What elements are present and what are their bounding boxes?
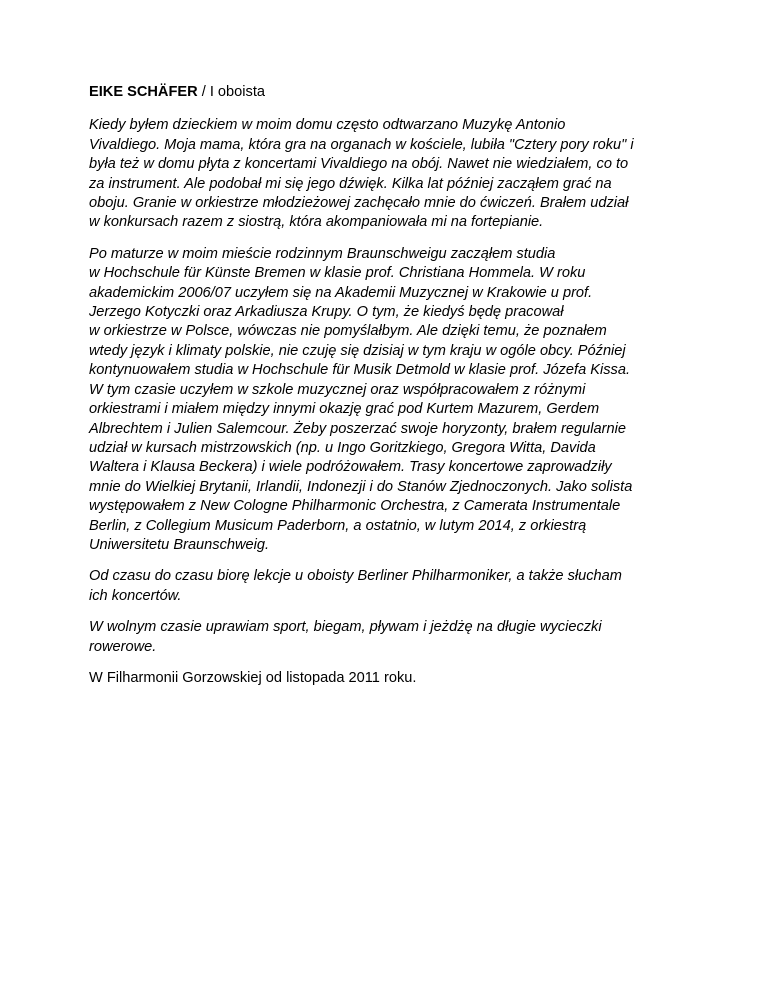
text-line: W tym czasie uczyłem w szkole muzycznej oraz współpracowałem z różnymi	[89, 381, 586, 398]
text-line: wtedy język i klimaty polskie, nie czuję się dzisiaj w tym kraju w ogóle obcy. Później	[89, 342, 626, 359]
text-line: w Hochschule für Künste Bremen w klasie prof. Christiana Hommela. W roku	[89, 265, 586, 282]
paragraph-hobbies	[89, 618, 679, 657]
text-line: udział w kursach mistrzowskich (np. u Ingo Goritzkiego, Gregora Witta, Davida	[89, 439, 596, 456]
text-line: akademickim 2006/07 uczyłem się na Akademii Muzycznej w Krakowie u prof.	[89, 284, 593, 301]
text-line: orkiestrami i miałem między innymi okazję grać pod Kurtem Mazurem, Gerdem	[89, 401, 600, 418]
paragraph-employment	[89, 669, 679, 688]
musician-role: / I oboista	[197, 84, 265, 100]
text-line: Od czasu do czasu biorę lekcje u oboisty Berliner Philharmoniker, a także słucham	[89, 568, 622, 585]
text-line: Kiedy byłem dzieckiem w moim domu często odtwarzano Muzykę Antonio	[89, 117, 566, 134]
text-line: W Filharmonii Gorzowskiej od listopada 2011 roku.	[89, 669, 417, 686]
text-line: Po maturze w moim mieście rodzinnym Braunschweigu zacząłem studia	[89, 245, 556, 262]
text-line: występowałem z New Cologne Philharmonic Orchestra, z Camerata Instrumentale	[89, 498, 621, 515]
text-line: ich koncertów.	[89, 587, 182, 604]
text-line: W wolnym czasie uprawiam sport, biegam, pływam i jeżdżę na długie wycieczki	[89, 619, 602, 636]
paragraph-lessons	[89, 567, 679, 606]
text-line: mnie do Wielkiej Brytanii, Irlandii, Indonezji i do Stanów Zjednoczonych. Jako solista	[89, 478, 633, 495]
paragraph-childhood	[89, 116, 679, 232]
text-line: w konkursach razem z siostrą, która akompaniowała mi na fortepianie.	[89, 214, 544, 231]
text-line: rowerowe.	[89, 638, 157, 655]
text-line: w orkiestrze w Polsce, wówczas nie pomyślałbym. Ale dzięki temu, że poznałem	[89, 323, 607, 340]
text-line: była też w domu płyta z koncertami Vivaldiego na obój. Nawet nie wiedziałem, co to	[89, 156, 629, 173]
document-heading	[89, 83, 679, 102]
text-line: kontynuowałem studia w Hochschule für Musik Detmold w klasie prof. Józefa Kissa.	[89, 362, 631, 379]
text-line: oboju. Granie w orkiestrze młodzieżowej zachęcało mnie do ćwiczeń. Brałem udział	[89, 195, 629, 212]
text-line: Uniwersitetu Braunschweig.	[89, 536, 270, 553]
text-line: Albrechtem i Julien Salemcour. Żeby poszerzać swoje horyzonty, brałem regularnie	[89, 420, 626, 437]
text-line: za instrument. Ale podobał mi się jego dźwięk. Kilka lat później zacząłem grać na	[89, 175, 612, 192]
text-line: Berlin, z Collegium Musicum Paderborn, a ostatnio, w lutym 2014, z orkiestrą	[89, 517, 587, 534]
text-line: Jerzego Kotyczki oraz Arkadiusza Krupy. O tym, że kiedyś będę pracował	[89, 304, 564, 321]
text-line: Waltera i Klausa Beckera) i wiele podróżowałem. Trasy koncertowe zaprowadziły	[89, 459, 612, 476]
musician-name: EIKE SCHÄFER	[89, 84, 198, 100]
document-page	[89, 83, 679, 700]
paragraph-education	[89, 245, 679, 556]
text-line: Vivaldiego. Moja mama, która gra na organach w kościele, lubiła "Cztery pory roku" i	[89, 136, 634, 153]
